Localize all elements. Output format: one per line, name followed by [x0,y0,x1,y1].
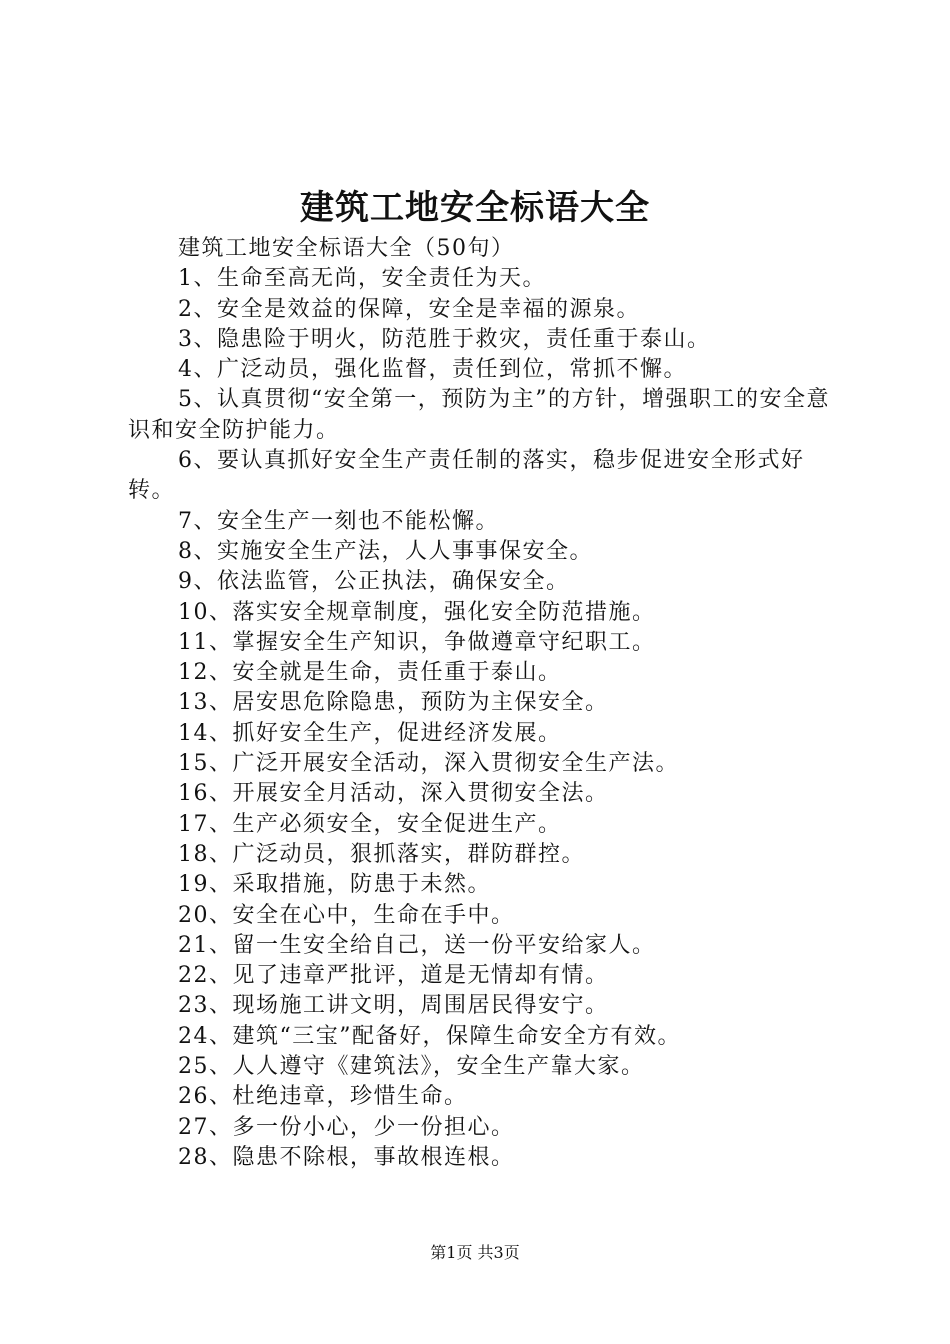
slogan-item: 2、安全是效益的保障，安全是幸福的源泉。 [178,296,640,322]
document-subtitle: 建筑工地安全标语大全（50句） [178,236,515,261]
slogan-item: 6、要认真抓好安全生产责任制的落实，稳步促进安全形式好转。 [128,448,805,504]
slogan-item: 16、开展安全月活动，深入贯彻安全法。 [178,781,609,807]
slogan-item: 15、广泛开展安全活动，深入贯彻安全生产法。 [178,751,679,777]
slogan-item: 11、掌握安全生产知识，争做遵章守纪职工。 [178,629,656,655]
slogan-item: 21、留一生安全给自己，送一份平安给家人。 [178,932,656,958]
slogan-item: 18、广泛动员，狠抓落实，群防群控。 [178,841,585,867]
slogan-item: 14、抓好安全生产，促进经济发展。 [178,720,562,746]
slogan-item: 17、生产必须安全，安全促进生产。 [178,811,562,837]
slogan-item: 28、隐患不除根，事故根连根。 [178,1144,515,1170]
slogan-item: 22、见了违章严批评，道是无情却有情。 [178,963,609,989]
slogan-item: 9、依法监管，公正执法，确保安全。 [178,569,570,595]
slogan-item: 23、现场施工讲文明，周围居民得安宁。 [178,993,609,1019]
document-body [128,234,830,1173]
slogan-item: 3、隐患险于明火，防范胜于救灾，责任重于泰山。 [178,326,711,352]
slogan-item: 7、安全生产一刻也不能松懈。 [178,508,499,534]
slogan-item: 20、安全在心中，生命在手中。 [178,902,515,928]
slogan-item: 26、杜绝违章，珍惜生命。 [178,1084,468,1110]
slogan-item: 13、居安思危除隐患，预防为主保安全。 [178,690,609,716]
slogan-item: 19、采取措施，防患于未然。 [178,872,491,898]
slogan-item: 27、多一份小心，少一份担心。 [178,1114,515,1140]
page-footer: 第1页 共3页 [430,1243,520,1262]
slogan-item: 4、广泛动员，强化监督，责任到位，常抓不懈。 [178,357,687,383]
slogan-item: 12、安全就是生命，责任重于泰山。 [178,660,562,686]
slogan-item: 8、实施安全生产法，人人事事保安全。 [178,538,593,564]
slogan-item: 5、认真贯彻“安全第一，预防为主”的方针，增强职工的安全意识和安全防护能力。 [128,387,830,443]
slogan-item: 25、人人遵守《建筑法》，安全生产靠大家。 [178,1054,645,1080]
slogan-item: 10、落实安全规章制度，强化安全防范措施。 [178,599,656,625]
slogan-item: 1、生命至高无尚，安全责任为天。 [178,266,546,292]
slogan-item: 24、建筑“三宝”配备好，保障生命安全方有效。 [178,1023,681,1049]
page-title: 建筑工地安全标语大全 [300,188,650,228]
